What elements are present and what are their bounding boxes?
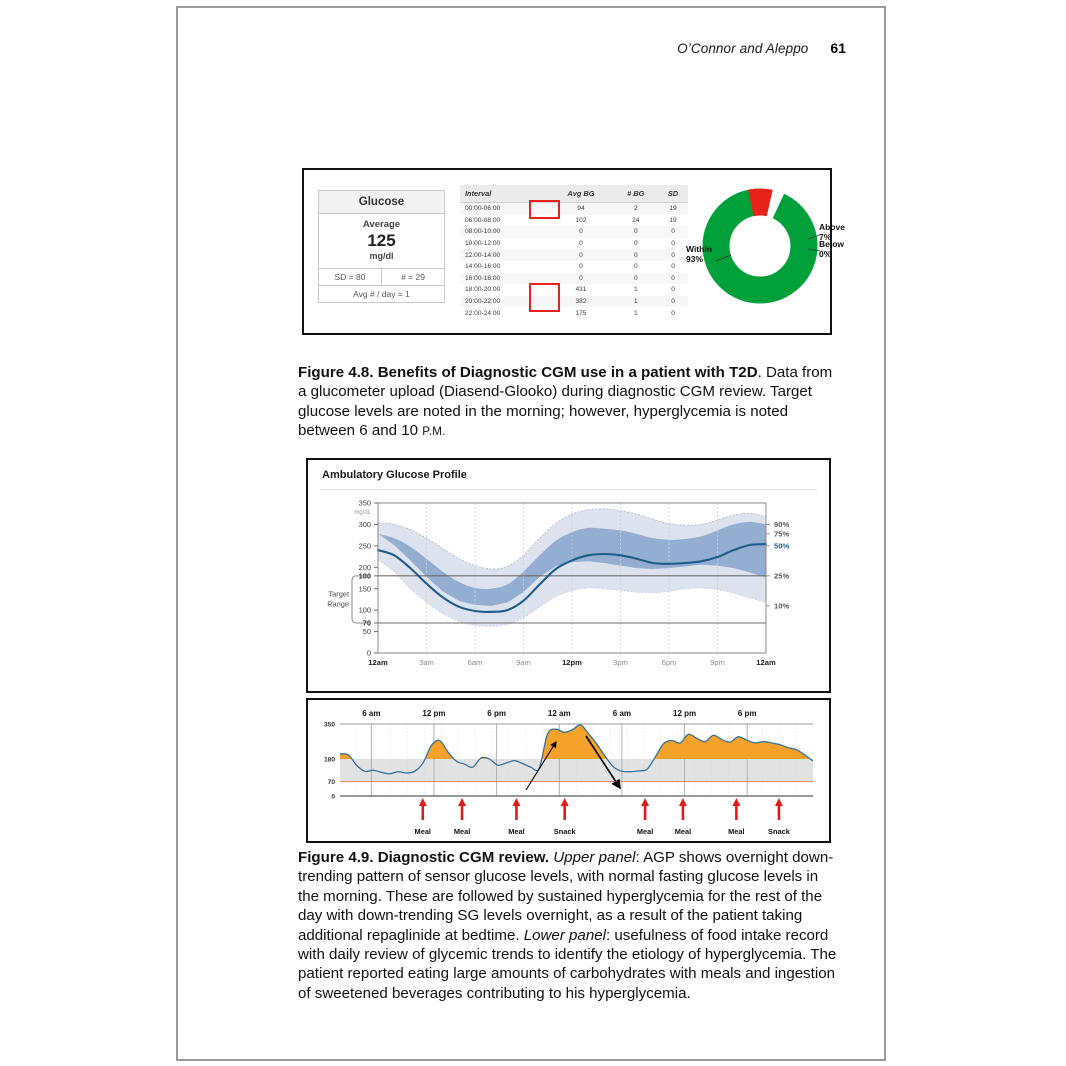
cell-interval: 08:00-10:00 bbox=[465, 228, 501, 236]
svg-text:350: 350 bbox=[358, 498, 371, 508]
cell-avg-bg: 0 bbox=[579, 263, 583, 271]
svg-text:90%: 90% bbox=[774, 520, 790, 530]
meal-marker bbox=[508, 798, 524, 836]
svg-text:0: 0 bbox=[331, 793, 335, 801]
cell-avg-bg: 382 bbox=[575, 298, 587, 306]
table-row bbox=[460, 215, 688, 227]
svg-text:12pm: 12pm bbox=[562, 658, 582, 667]
cell-interval: 06:00-08:00 bbox=[465, 216, 501, 224]
cell-sd: 0 bbox=[671, 240, 675, 248]
caption-49-number: Figure 4.9 bbox=[298, 849, 370, 866]
table-row bbox=[460, 307, 688, 319]
svg-text:Target: Target bbox=[328, 589, 349, 599]
svg-text:70: 70 bbox=[362, 618, 371, 628]
meal-marker bbox=[768, 798, 791, 836]
table-row bbox=[460, 284, 688, 296]
caption-49-lower-label: Lower panel bbox=[523, 926, 606, 944]
svg-text:6 am: 6 am bbox=[362, 709, 381, 718]
cell-interval: 22:00-24:00 bbox=[465, 309, 501, 317]
meal-marker bbox=[728, 798, 744, 836]
column-header-avg-bg: Avg BG bbox=[548, 185, 613, 203]
book-page bbox=[176, 6, 886, 1061]
cell-avg-bg: 431 bbox=[575, 286, 587, 294]
figure-4-9-caption bbox=[298, 848, 843, 1003]
svg-text:Meal: Meal bbox=[414, 827, 431, 836]
svg-text:9am: 9am bbox=[516, 658, 531, 667]
cell-avg-bg: 0 bbox=[579, 274, 583, 282]
svg-text:mg/dL: mg/dL bbox=[354, 510, 371, 516]
svg-text:Snack: Snack bbox=[768, 827, 790, 836]
cell-avg-bg: 0 bbox=[579, 251, 583, 259]
cell-interval: 18:00-20:00 bbox=[465, 286, 501, 294]
interval-table bbox=[460, 185, 688, 319]
cell-num-bg: 2 bbox=[633, 205, 638, 213]
svg-text:Range: Range bbox=[327, 599, 349, 609]
glucose-summary-card bbox=[318, 190, 445, 303]
svg-text:Meal: Meal bbox=[674, 827, 692, 836]
meal-marker bbox=[454, 798, 470, 836]
svg-text:10%: 10% bbox=[774, 601, 790, 611]
cell-interval: 14:00-16:00 bbox=[465, 263, 501, 271]
cell-interval: 16:00-18:00 bbox=[465, 274, 501, 282]
cell-sd: 0 bbox=[671, 274, 675, 282]
svg-text:150: 150 bbox=[358, 584, 371, 594]
meal-marker bbox=[415, 798, 431, 836]
caption-48-smallcaps: P.M. bbox=[422, 425, 446, 439]
cell-num-bg: 1 bbox=[633, 309, 638, 317]
time-in-range-donut bbox=[686, 183, 845, 313]
svg-text:Snack: Snack bbox=[553, 827, 576, 836]
svg-text:350: 350 bbox=[323, 721, 335, 729]
daily-trace-chart bbox=[308, 700, 829, 841]
caption-49-title: . Diagnostic CGM review. bbox=[369, 849, 554, 866]
glucose-average-value: 125 bbox=[367, 231, 396, 250]
cell-num-bg: 0 bbox=[633, 274, 638, 282]
meal-marker bbox=[675, 798, 691, 836]
cell-sd: 0 bbox=[671, 298, 675, 306]
caption-48-title: . Benefits of Diagnostic CGM use in a patient with T2D bbox=[369, 364, 758, 381]
glucose-count: # = 29 bbox=[381, 269, 444, 285]
figure-4-8-image bbox=[302, 168, 845, 335]
svg-text:Meal: Meal bbox=[636, 827, 654, 836]
cell-avg-bg: 94 bbox=[577, 205, 585, 213]
cell-avg-bg: 175 bbox=[575, 309, 587, 317]
svg-text:180: 180 bbox=[323, 756, 335, 764]
cell-interval: 10:00-12:00 bbox=[465, 240, 501, 248]
cell-sd: 0 bbox=[671, 286, 675, 294]
page-number: 61 bbox=[830, 40, 846, 56]
column-header-num-bg: # BG bbox=[614, 185, 659, 203]
cell-interval: 20:00-22:00 bbox=[465, 298, 501, 306]
svg-text:6 am: 6 am bbox=[612, 709, 632, 718]
svg-text:25%: 25% bbox=[774, 571, 790, 581]
svg-text:50%: 50% bbox=[774, 541, 790, 551]
donut-label-below: Below 0% bbox=[819, 239, 845, 259]
figure-4-8-caption bbox=[298, 363, 843, 441]
svg-text:300: 300 bbox=[358, 520, 371, 530]
svg-text:6 pm: 6 pm bbox=[487, 709, 506, 718]
table-row bbox=[460, 238, 688, 250]
meal-marker bbox=[554, 798, 577, 836]
svg-text:12 pm: 12 pm bbox=[422, 709, 446, 718]
caption-48-body: . Data from a glucometer upload (Diasend-Glooko) during diagnostic CGM review. Target glucose levels are noted in the morning; however, hyperglycemia is noted between 6 and 10 bbox=[298, 364, 833, 440]
svg-text:75%: 75% bbox=[774, 529, 790, 539]
glucose-card-title: Glucose bbox=[319, 191, 444, 214]
glucose-units: mg/dl bbox=[369, 251, 394, 262]
svg-text:6am: 6am bbox=[467, 658, 483, 667]
cell-num-bg: 0 bbox=[633, 263, 638, 271]
table-row bbox=[460, 273, 688, 285]
svg-text:12 pm: 12 pm bbox=[673, 709, 697, 718]
glucose-avg-per-day: Avg # / day = 1 bbox=[319, 285, 444, 302]
running-head-authors: O’Connor and Aleppo bbox=[677, 41, 809, 56]
cell-num-bg: 24 bbox=[632, 216, 640, 224]
cell-num-bg: 1 bbox=[633, 286, 638, 294]
cell-sd: 0 bbox=[671, 228, 675, 236]
svg-text:200: 200 bbox=[358, 562, 371, 572]
svg-text:Meal: Meal bbox=[508, 827, 525, 836]
svg-text:Meal: Meal bbox=[728, 827, 745, 836]
agp-title: Ambulatory Glucose Profile bbox=[322, 469, 467, 481]
svg-text:0: 0 bbox=[366, 648, 371, 658]
agp-chart bbox=[308, 493, 829, 691]
table-header-row bbox=[460, 185, 688, 203]
table-row bbox=[460, 261, 688, 273]
cell-num-bg: 0 bbox=[633, 240, 638, 248]
svg-text:3am: 3am bbox=[419, 658, 434, 667]
donut-label-within: Within 93% bbox=[686, 244, 712, 264]
svg-text:9pm: 9pm bbox=[710, 658, 725, 667]
cell-avg-bg: 102 bbox=[575, 216, 587, 224]
svg-text:6 pm: 6 pm bbox=[737, 709, 757, 718]
cell-num-bg: 0 bbox=[633, 251, 638, 259]
figure-4-9-lower-panel bbox=[306, 698, 831, 843]
svg-text:12am: 12am bbox=[368, 658, 388, 667]
column-header-sd: SD bbox=[658, 185, 688, 203]
cell-sd: 19 bbox=[669, 205, 677, 213]
table-row bbox=[460, 203, 688, 215]
column-header-interval: Interval bbox=[460, 185, 548, 203]
cell-sd: 0 bbox=[671, 263, 675, 271]
svg-text:6pm: 6pm bbox=[661, 658, 677, 667]
table-row bbox=[460, 249, 688, 261]
caption-48-number: Figure 4.8 bbox=[298, 364, 370, 381]
donut-label-above: Above 7% bbox=[819, 222, 845, 242]
cell-interval: 00:00-06:00 bbox=[465, 205, 501, 213]
cell-interval: 12:00-14:00 bbox=[465, 251, 501, 259]
svg-text:180: 180 bbox=[358, 571, 371, 581]
cell-avg-bg: 0 bbox=[579, 240, 583, 248]
cell-avg-bg: 0 bbox=[579, 228, 583, 236]
figure-4-9-upper-panel bbox=[306, 458, 831, 693]
meal-marker bbox=[637, 798, 653, 836]
svg-text:50: 50 bbox=[362, 627, 371, 637]
table-row bbox=[460, 296, 688, 308]
svg-text:12 am: 12 am bbox=[547, 709, 571, 718]
table-row bbox=[460, 226, 688, 238]
svg-text:12am: 12am bbox=[756, 658, 776, 667]
cell-sd: 0 bbox=[671, 251, 675, 259]
running-head bbox=[178, 40, 884, 58]
caption-49-body-1: : AGP shows overnight down-trending pattern of sensor glucose levels, with normal fasting glucose levels in the morning. These are followed by sustained hyperglycemia for the rest of the day with down-trending SG levels overnight, as a result of the patient taking additional repaglinide at bedtime. bbox=[298, 849, 834, 944]
cell-sd: 0 bbox=[671, 309, 675, 317]
agp-divider bbox=[320, 489, 817, 490]
glucose-average-label: Average bbox=[362, 219, 401, 230]
svg-text:100: 100 bbox=[358, 605, 371, 615]
caption-49-upper-label: Upper panel bbox=[553, 849, 636, 866]
caption-49-body-2: : usefulness of food intake record with daily review of glycemic trends to identify the etiology of hyperglycemia. The patient reported eating large amounts of carbohydrates with meals and ingestion of sweetened beverages contributing to his hyperglycemia. bbox=[298, 926, 837, 1002]
cell-sd: 19 bbox=[669, 216, 677, 224]
svg-text:70: 70 bbox=[327, 779, 335, 787]
cell-num-bg: 0 bbox=[633, 228, 638, 236]
cell-num-bg: 1 bbox=[633, 298, 638, 306]
svg-text:250: 250 bbox=[358, 541, 371, 551]
svg-text:Meal: Meal bbox=[453, 827, 471, 836]
svg-text:3pm: 3pm bbox=[613, 658, 628, 667]
glucose-sd: SD = 80 bbox=[334, 272, 366, 283]
